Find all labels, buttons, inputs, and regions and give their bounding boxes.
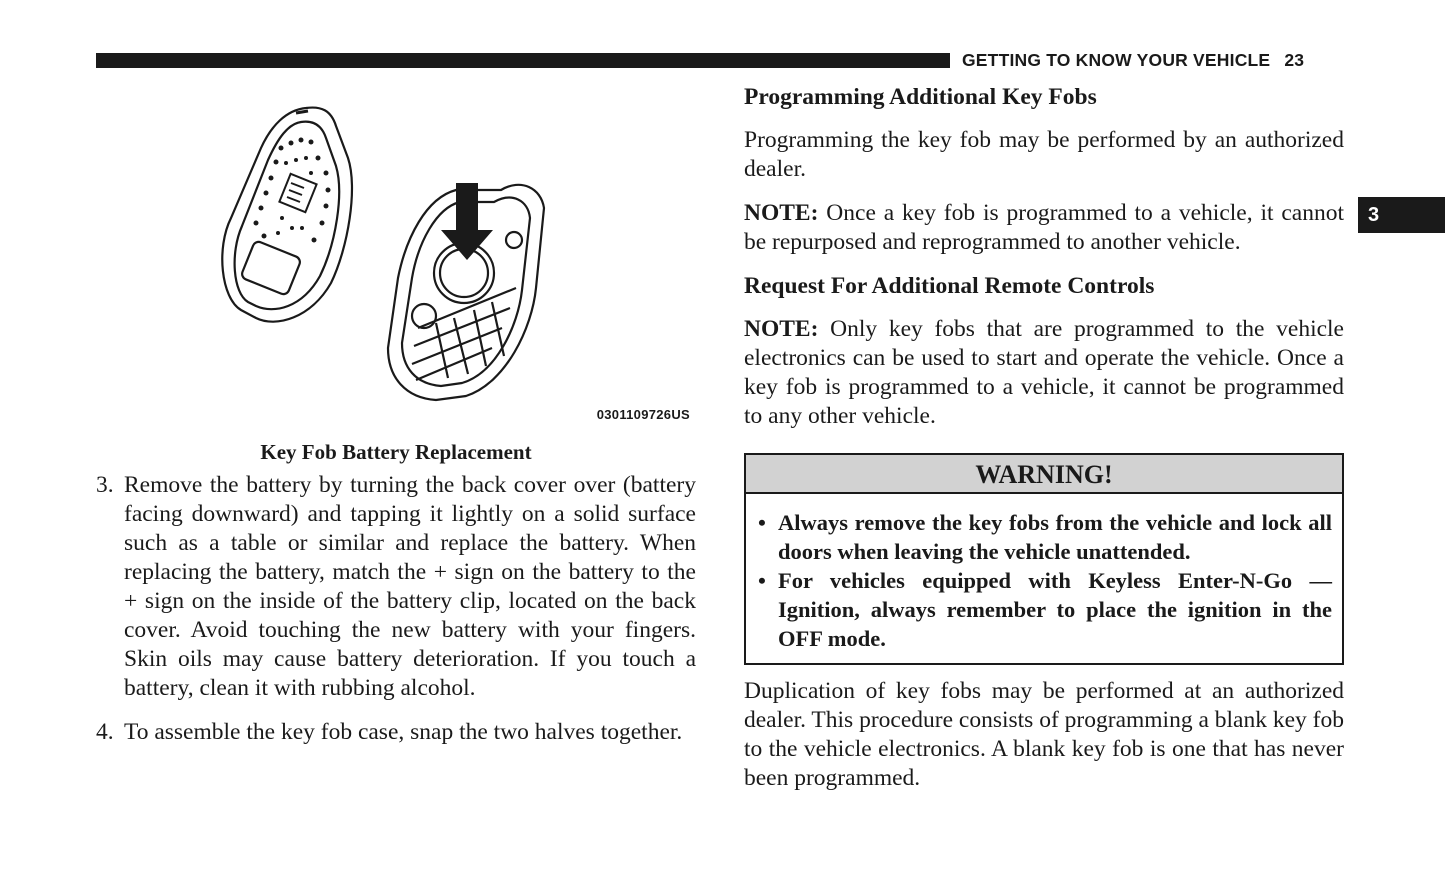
circuit-dots: [254, 138, 331, 243]
warning-title: WARNING!: [746, 455, 1342, 494]
header-rule: [96, 53, 950, 68]
right-column: [744, 83, 1344, 808]
note-label: NOTE:: [744, 200, 819, 226]
key-fob-figure: [96, 78, 696, 438]
chapter-tab: [1358, 197, 1445, 233]
section-title: GETTING TO KNOW YOUR VEHICLE: [962, 50, 1271, 70]
list-item: [96, 718, 696, 747]
left-column: [96, 471, 696, 762]
request-note: [744, 315, 1344, 431]
request-heading: Request For Additional Remote Controls: [744, 273, 1155, 299]
warning-item: [758, 566, 1332, 653]
duplication-paragraph: Duplication of key fobs may be performed at an authorized dealer. This procedure consists of programming a blank key fob to the vehicle electronics. A blank key fob is one that has never been programmed.: [744, 678, 1344, 791]
note-text: Only key fobs that are programmed to the vehicle electronics can be used to start and operate the vehicle. Once a key fob is programmed to a vehicle, it cannot be programmed to any other vehicle.: [744, 316, 1344, 429]
warning-body: [746, 494, 1342, 663]
page-number: 23: [1284, 50, 1305, 70]
note-label: NOTE:: [744, 316, 819, 342]
warning-box: [744, 453, 1344, 665]
warning-text: Always remove the key fobs from the vehicle and lock all doors when leaving the vehicle unattended.: [778, 510, 1332, 564]
key-fob-illustration: [96, 78, 696, 408]
step-text: To assemble the key fob case, snap the two halves together.: [124, 719, 683, 745]
list-item: [96, 471, 696, 703]
warning-text: For vehicles equipped with Keyless Enter-N-Go — Ignition, always remember to place the ignition in the OFF mode.: [778, 568, 1332, 651]
figure-caption: Key Fob Battery Replacement: [260, 440, 532, 464]
step-number: 4.: [96, 719, 114, 745]
warning-item: [758, 508, 1332, 566]
bullet-icon: •: [758, 510, 766, 535]
fob-circuit-half: [222, 108, 352, 322]
down-arrow-icon: [441, 183, 493, 260]
figure-id-code: 0301109726US: [596, 407, 690, 422]
running-head: [962, 50, 1304, 71]
note-text: Once a key fob is programmed to a vehicle, it cannot be repurposed and reprogrammed to another vehicle.: [744, 200, 1344, 255]
bullet-icon: •: [758, 568, 766, 593]
programming-heading: Programming Additional Key Fobs: [744, 84, 1097, 110]
step-number: 3.: [96, 472, 114, 498]
chapter-number: 3: [1368, 204, 1380, 226]
programming-note: [744, 199, 1344, 257]
programming-paragraph: Programming the key fob may be performed by an authorized dealer.: [744, 127, 1344, 182]
step-text: Remove the battery by turning the back cover over (battery facing downward) and tapping it lightly on a solid surface such as a table or similar and replace the battery. When replacing the battery, match the + sign on the battery to the + sign on the inside of the battery clip, located on the back cover. Avoid touching the new battery with your fingers. Skin oils may cause battery deterioration. If you touch a battery, clean it with rubbing alcohol.: [124, 472, 696, 701]
